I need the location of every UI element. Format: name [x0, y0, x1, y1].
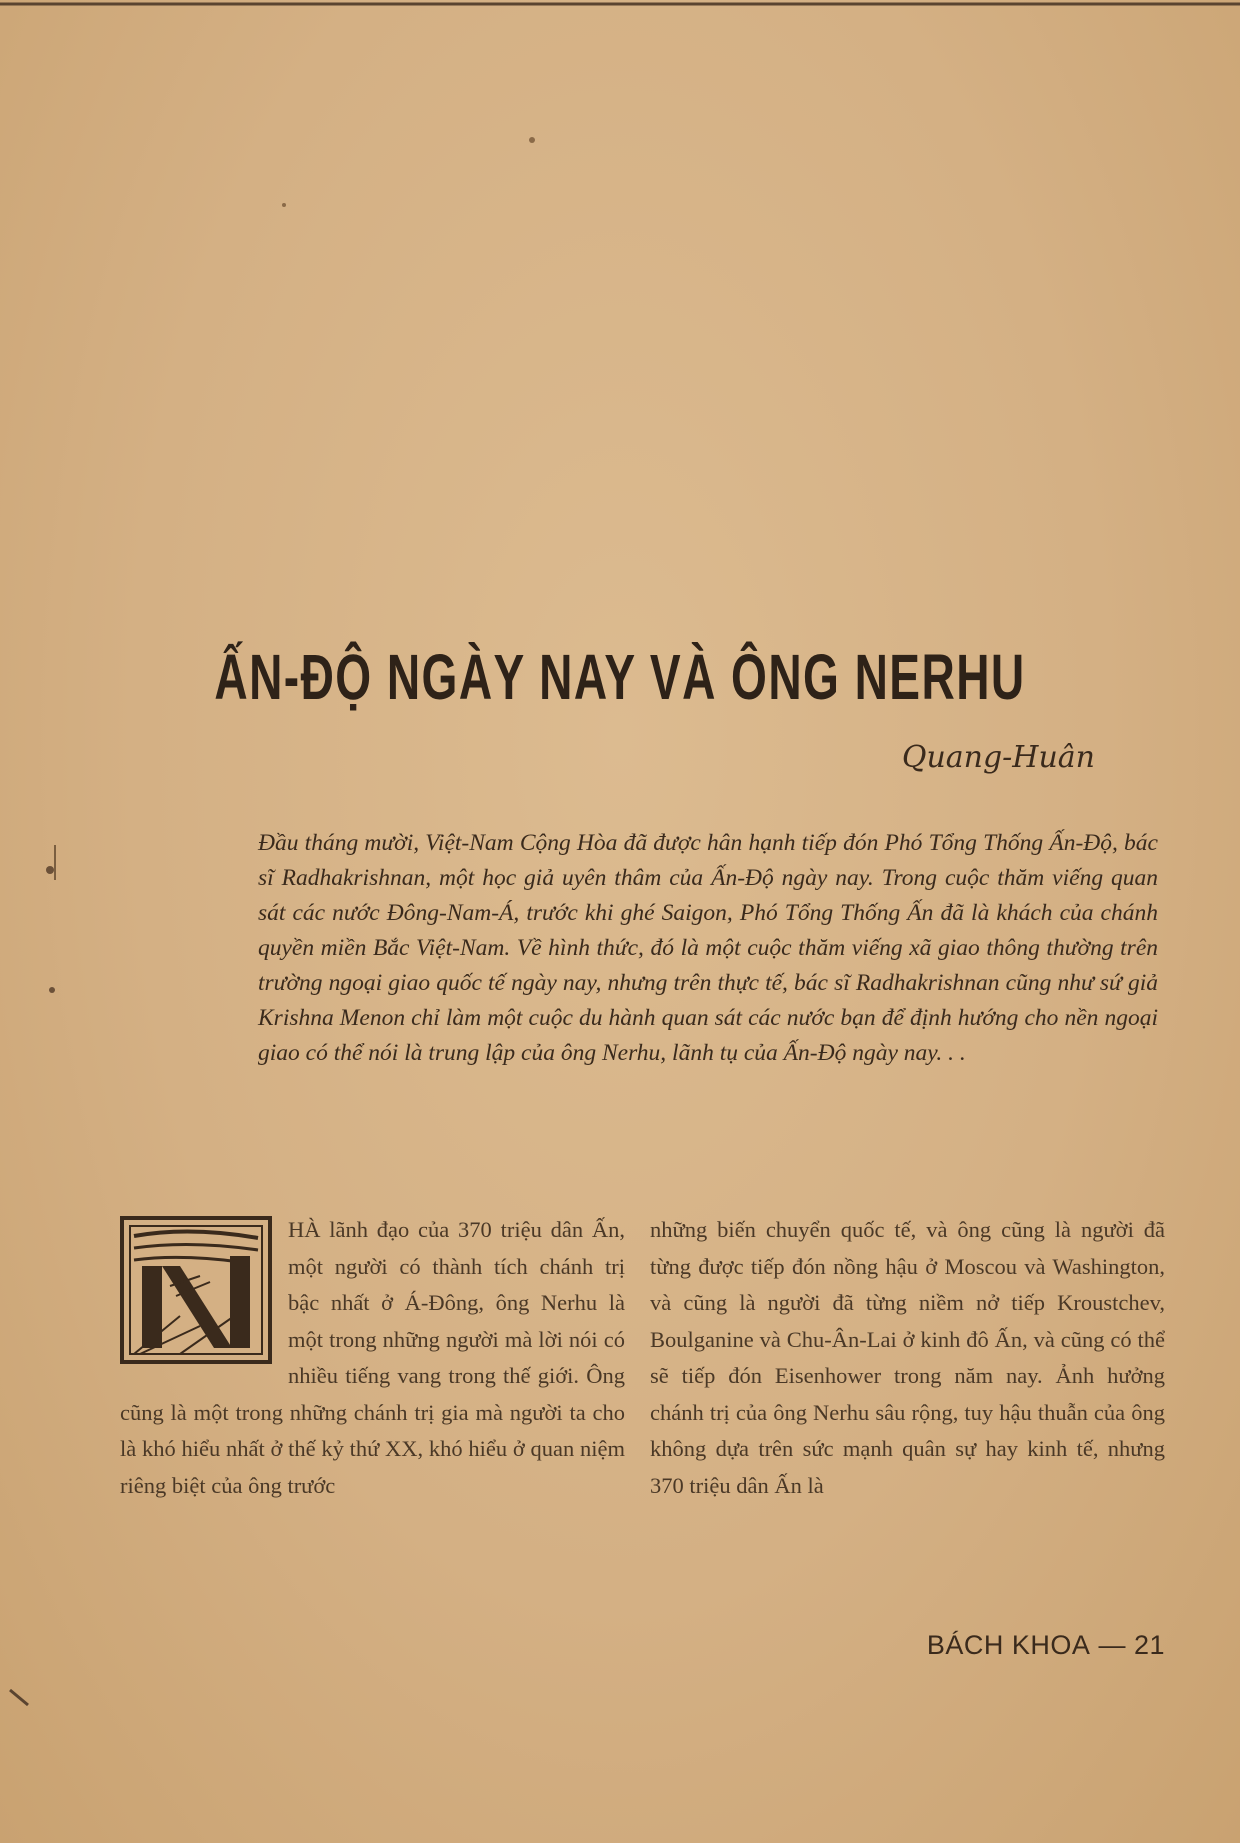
footer-dash: — [1098, 1630, 1126, 1660]
author-name: Quang-Huân [901, 740, 1095, 775]
body-column-right [650, 1212, 1165, 1504]
page-footer [927, 1630, 1165, 1661]
body-text-right: những biến chuyển quốc tế, và ông cũng là người đã từng được tiếp đón nồng hậu ở Moscou và Washington, và cũng là người đã từng niềm nở tiếp Kroustchev, Boulganine và Chu-Ân-Lai ở kinh đô Ấn, và cũng có thể sẽ tiếp đón Eisenhower trong năm nay. Ảnh hưởng chánh trị của ông Nerhu sâu rộng, tuy hậu thuẫn của ông không dựa trên sức mạnh quân sự hay kinh tế, nhưng 370 triệu dân Ấn là [650, 1217, 1165, 1498]
article-intro: Đầu tháng mười, Việt-Nam Cộng Hòa đã được hân hạnh tiếp đón Phó Tổng Thống Ấn-Độ, bác sĩ Radhakrishnan, một học giả uyên thâm của Ấn-Độ ngày nay. Trong cuộc thăm viếng quan sát các nước Đông-Nam-Á, trước khi ghé Saigon, Phó Tổng Thống Ấn đã là khách của chánh quyền miền Bắc Việt-Nam. Về hình thức, đó là một cuộc thăm viếng xã giao thông thường trên trường ngoại giao quốc tế ngày nay, nhưng trên thực tế, bác sĩ Radhakrishnan cũng như sứ giả Krishna Menon chỉ làm một cuộc du hành quan sát các nước bạn để định hướng cho nền ngoại giao có thể nói là trung lập của ông Nerhu, lãnh tụ của Ấn-Độ ngày nay. . . [258, 830, 1158, 1066]
body-text-left: HÀ lãnh đạo của 370 triệu dân Ấn, một người có thành tích chánh trị bậc nhất ở Á-Đông, ông Nerhu là một trong những người mà lời nói có nhiều tiếng vang trong thế giới. Ông cũng là một trong những chánh trị gia mà người ta cho là khó hiểu nhất ở thế kỷ thứ XX, khó hiểu ở quan niệm riêng biệt của ông trước [120, 1217, 625, 1498]
drop-cap-n-ornament [120, 1216, 272, 1364]
body-column-left [120, 1212, 625, 1504]
magazine-name: BÁCH KHOA [926, 1630, 1091, 1660]
article-title: ẤN-ĐỘ NGÀY NAY VÀ ÔNG NERHU [214, 641, 1026, 713]
page-number: 21 [1133, 1630, 1165, 1660]
